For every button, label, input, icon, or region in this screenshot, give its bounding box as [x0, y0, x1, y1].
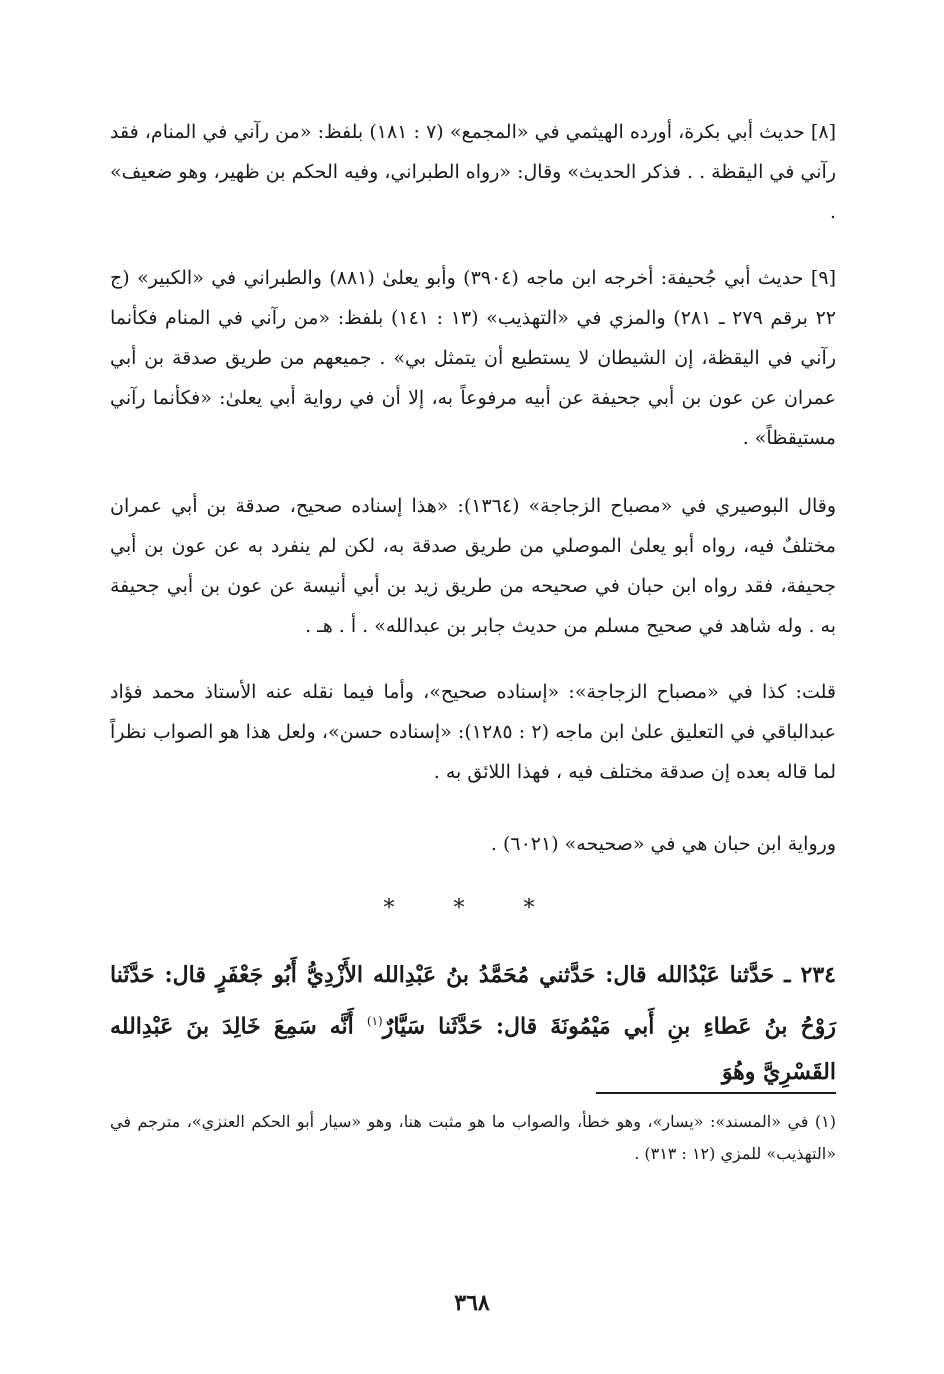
hadith-234 — [110, 952, 836, 1095]
footnote-1: (١) في «المسند»: «يسار»، وهو خطأ، والصواب ما هو مثبت هنا، وهو «سيار أبو الحكم العنزي»، مترجم في «التهذيب» للمزي (١٢ : ٣١٣) . — [110, 1112, 837, 1163]
hadith-text-end: أَنَّه سَمِعَ خَالِدَ بنَ عَبْدِالله القَسْرِيَّ وهُوَ — [110, 1013, 836, 1086]
paragraph-busiri-comment: وقال البوصيري في «مصباح الزجاجة» (١٣٦٤): «هذا إسناده صحيح، صدقة بن أبي عمران مختلفٌ فيه، رواه أبو يعلىٰ الموصلي من طريق صدقة به، لكن لم ينفرد به عن عون بن أبي جحيفة، فقد رواه ابن حبان في صحيحه من طريق زيد بن أبي أنيسة عن عون بن أبي جحيفة به . وله شاهد في صحيح مسلم من حديث جابر بن عبدالله» . أ . هـ . — [110, 495, 836, 637]
hadith-text-start: ٢٣٤ ـ حَدَّثنا عَبْدُالله قال: حَدَّثني مُحَمَّدُ بنُ عَبْدِالله الأَزْدِيُّ أَبُو جَعْفَرٍ قال: حَدَّثَنا رَوْحُ بنُ عَطاءِ بنِ أَبي مَيْمُونَةَ قال: حَدَّثَنا سَيَّارٌ — [110, 962, 836, 1040]
footnote-separator — [596, 1092, 836, 1094]
page-number: ٣٦٨ — [454, 1290, 490, 1316]
paragraph-abu-juhayfa-hadith: [٩] حديث أبي جُحيفة: أخرجه ابن ماجه (٣٩٠٤) وأبو يعلىٰ (٨٨١) والطبراني في «الكبير» (ج ٢٢ برقم ٢٧٩ ـ ٢٨١) والمزي في «التهذيب» (١٣ : ١٤١) بلفظ: «من رآني في المنام فكأنما رآني في اليقظة، إن الشيطان لا يستطيع أن يتمثل بي» . جميعهم من طريق صدقة بن أبي عمران عن عون بن أبي جحيفة عن أبيه مرفوعاً به، إلا أن في رواية أبي يعلىٰ: «فكأنما رآني مستيقظاً» . — [110, 267, 836, 449]
paragraph-author-note: قلت: كذا في «مصباح الزجاجة»: «إسناده صحيح»، وأما فيما نقله عنه الأستاذ محمد فؤاد عبدالباقي في التعليق علىٰ ابن ماجه (٢ : ١٢٨٥): «إسناده حسن»، ولعل هذا هو الصواب نظراً لما قاله بعده إن صدقة مختلف فيه ، فهذا اللائق به . — [110, 681, 836, 783]
footnote-reference: (١) — [366, 1014, 383, 1028]
paragraph-abu-bakra-hadith: [٨] حديث أبي بكرة، أورده الهيثمي في «المجمع» (٧ : ١٨١) بلفظ: «من رآني في المنام، فقد رآني في اليقظة . . فذكر الحديث» وقال: «رواه الطبراني، وفيه الحكم بن ظهير، وهو ضعيف» . — [110, 121, 836, 223]
paragraph-ibn-hibban: ورواية ابن حبان هي في «صحيحه» (٦٠٢١) . — [490, 833, 836, 855]
section-ornament: * * * — [383, 896, 561, 921]
